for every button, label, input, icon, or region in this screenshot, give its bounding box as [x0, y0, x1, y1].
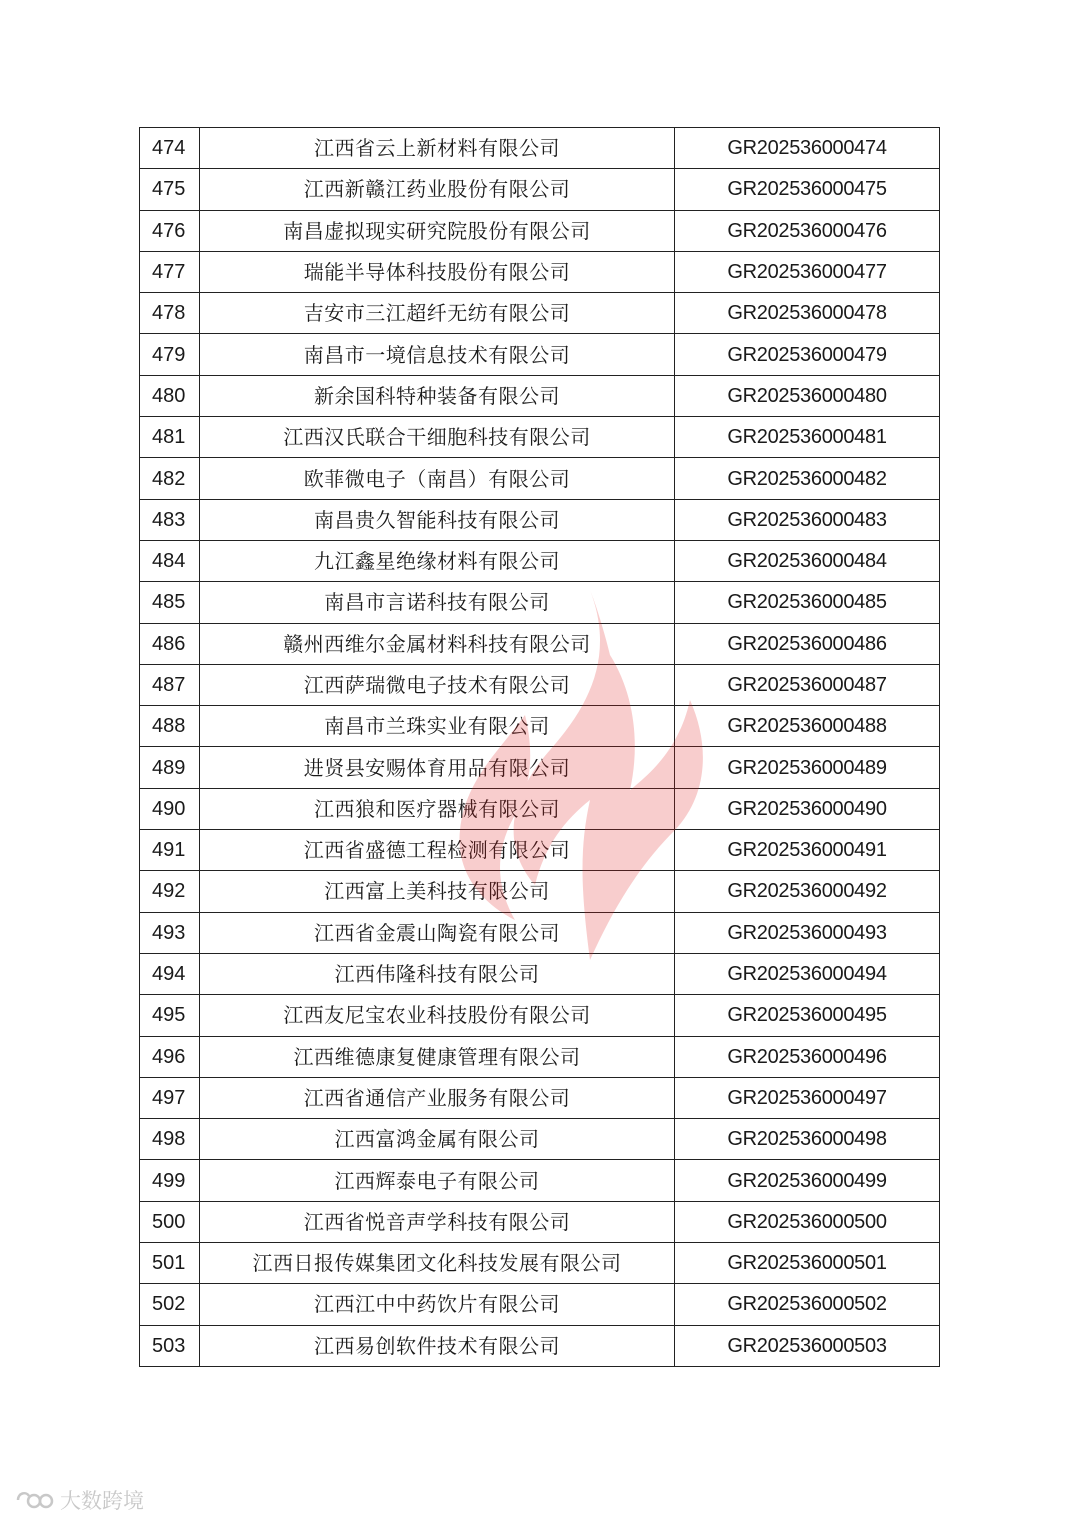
certificate-code-cell: GR202536000484 — [675, 540, 940, 581]
company-name-cell: 江西维德康复健康管理有限公司 — [200, 1036, 675, 1077]
table-row — [140, 251, 940, 292]
table-row — [140, 1284, 940, 1325]
certificate-code-cell: GR202536000500 — [675, 1201, 940, 1242]
company-name-cell: 江西狼和医疗器械有限公司 — [200, 788, 675, 829]
row-number-cell: 493 — [140, 912, 200, 953]
certificate-code-cell: GR202536000478 — [675, 293, 940, 334]
certificate-code-cell: GR202536000476 — [675, 210, 940, 251]
table-row — [140, 788, 940, 829]
company-name-cell: 赣州西维尔金属材料科技有限公司 — [200, 623, 675, 664]
row-number-cell: 476 — [140, 210, 200, 251]
certificate-code-cell: GR202536000482 — [675, 458, 940, 499]
certificate-code-cell: GR202536000494 — [675, 953, 940, 994]
certificate-code-cell: GR202536000474 — [675, 128, 940, 169]
certificate-code-cell: GR202536000501 — [675, 1243, 940, 1284]
row-number-cell: 486 — [140, 623, 200, 664]
row-number-cell: 494 — [140, 953, 200, 994]
certificate-code-cell: GR202536000503 — [675, 1325, 940, 1366]
certificate-code-cell: GR202536000496 — [675, 1036, 940, 1077]
company-name-cell: 南昌市言诺科技有限公司 — [200, 582, 675, 623]
table-row — [140, 169, 940, 210]
company-name-cell: 南昌市兰珠实业有限公司 — [200, 706, 675, 747]
row-number-cell: 474 — [140, 128, 200, 169]
table-row — [140, 1077, 940, 1118]
row-number-cell: 482 — [140, 458, 200, 499]
company-name-cell: 江西富上美科技有限公司 — [200, 871, 675, 912]
certificate-code-cell: GR202536000477 — [675, 251, 940, 292]
company-name-cell: 江西省通信产业服务有限公司 — [200, 1077, 675, 1118]
table-row — [140, 1201, 940, 1242]
certificate-code-cell: GR202536000479 — [675, 334, 940, 375]
company-name-cell: 江西日报传媒集团文化科技发展有限公司 — [200, 1243, 675, 1284]
table-row — [140, 210, 940, 251]
row-number-cell: 479 — [140, 334, 200, 375]
certificate-code-cell: GR202536000495 — [675, 995, 940, 1036]
row-number-cell: 495 — [140, 995, 200, 1036]
table-row — [140, 623, 940, 664]
company-name-cell: 欧菲微电子（南昌）有限公司 — [200, 458, 675, 499]
company-name-cell: 江西富鸿金属有限公司 — [200, 1119, 675, 1160]
row-number-cell: 498 — [140, 1119, 200, 1160]
table-row — [140, 499, 940, 540]
row-number-cell: 502 — [140, 1284, 200, 1325]
certificate-code-cell: GR202536000489 — [675, 747, 940, 788]
certificate-code-cell: GR202536000499 — [675, 1160, 940, 1201]
certificate-code-cell: GR202536000487 — [675, 664, 940, 705]
company-name-cell: 江西萨瑞微电子技术有限公司 — [200, 664, 675, 705]
table-row — [140, 1036, 940, 1077]
certificate-code-cell: GR202536000475 — [675, 169, 940, 210]
certificate-code-cell: GR202536000498 — [675, 1119, 940, 1160]
company-name-cell: 江西省金震山陶瓷有限公司 — [200, 912, 675, 953]
company-name-cell: 江西江中中药饮片有限公司 — [200, 1284, 675, 1325]
row-number-cell: 489 — [140, 747, 200, 788]
company-name-cell: 吉安市三江超纤无纺有限公司 — [200, 293, 675, 334]
footer-watermark — [14, 1485, 144, 1515]
table-row — [140, 582, 940, 623]
table-row — [140, 830, 940, 871]
table-row — [140, 912, 940, 953]
row-number-cell: 483 — [140, 499, 200, 540]
company-registry-table — [139, 127, 940, 1367]
row-number-cell: 485 — [140, 582, 200, 623]
row-number-cell: 478 — [140, 293, 200, 334]
company-name-cell: 江西友尼宝农业科技股份有限公司 — [200, 995, 675, 1036]
table-body — [140, 128, 940, 1367]
row-number-cell: 490 — [140, 788, 200, 829]
table-row — [140, 128, 940, 169]
row-number-cell: 484 — [140, 540, 200, 581]
footer-brand-text: 大数跨境 — [60, 1489, 144, 1513]
certificate-code-cell: GR202536000493 — [675, 912, 940, 953]
table-row — [140, 375, 940, 416]
certificate-code-cell: GR202536000481 — [675, 417, 940, 458]
certificate-code-cell: GR202536000488 — [675, 706, 940, 747]
company-name-cell: 进贤县安赐体育用品有限公司 — [200, 747, 675, 788]
company-name-cell: 江西省盛德工程检测有限公司 — [200, 830, 675, 871]
table-row — [140, 417, 940, 458]
company-name-cell: 江西省悦音声学科技有限公司 — [200, 1201, 675, 1242]
row-number-cell: 492 — [140, 871, 200, 912]
table-row — [140, 1243, 940, 1284]
row-number-cell: 480 — [140, 375, 200, 416]
certificate-code-cell: GR202536000492 — [675, 871, 940, 912]
company-name-cell: 南昌虚拟现实研究院股份有限公司 — [200, 210, 675, 251]
row-number-cell: 500 — [140, 1201, 200, 1242]
table-row — [140, 540, 940, 581]
company-name-cell: 江西辉泰电子有限公司 — [200, 1160, 675, 1201]
company-name-cell: 江西汉氏联合干细胞科技有限公司 — [200, 417, 675, 458]
company-name-cell: 江西易创软件技术有限公司 — [200, 1325, 675, 1366]
company-name-cell: 瑞能半导体科技股份有限公司 — [200, 251, 675, 292]
table-row — [140, 1119, 940, 1160]
row-number-cell: 491 — [140, 830, 200, 871]
certificate-code-cell: GR202536000491 — [675, 830, 940, 871]
company-name-cell: 江西新赣江药业股份有限公司 — [200, 169, 675, 210]
table-row — [140, 1160, 940, 1201]
table-row — [140, 871, 940, 912]
row-number-cell: 475 — [140, 169, 200, 210]
company-name-cell: 江西省云上新材料有限公司 — [200, 128, 675, 169]
certificate-code-cell: GR202536000502 — [675, 1284, 940, 1325]
row-number-cell: 487 — [140, 664, 200, 705]
table-row — [140, 706, 940, 747]
row-number-cell: 481 — [140, 417, 200, 458]
company-name-cell: 新余国科特种装备有限公司 — [200, 375, 675, 416]
row-number-cell: 497 — [140, 1077, 200, 1118]
row-number-cell: 503 — [140, 1325, 200, 1366]
certificate-code-cell: GR202536000485 — [675, 582, 940, 623]
table-row — [140, 995, 940, 1036]
row-number-cell: 477 — [140, 251, 200, 292]
table-row — [140, 293, 940, 334]
company-name-cell: 南昌市一境信息技术有限公司 — [200, 334, 675, 375]
table-row — [140, 458, 940, 499]
company-name-cell: 江西伟隆科技有限公司 — [200, 953, 675, 994]
row-number-cell: 499 — [140, 1160, 200, 1201]
row-number-cell: 488 — [140, 706, 200, 747]
certificate-code-cell: GR202536000490 — [675, 788, 940, 829]
certificate-code-cell: GR202536000480 — [675, 375, 940, 416]
certificate-code-cell: GR202536000497 — [675, 1077, 940, 1118]
table-row — [140, 1325, 940, 1366]
certificate-code-cell: GR202536000486 — [675, 623, 940, 664]
row-number-cell: 496 — [140, 1036, 200, 1077]
table-row — [140, 664, 940, 705]
brand-logo-icon — [14, 1488, 54, 1512]
certificate-code-cell: GR202536000483 — [675, 499, 940, 540]
company-name-cell: 南昌贵久智能科技有限公司 — [200, 499, 675, 540]
table-row — [140, 747, 940, 788]
company-name-cell: 九江鑫星绝缘材料有限公司 — [200, 540, 675, 581]
table-row — [140, 334, 940, 375]
table-row — [140, 953, 940, 994]
row-number-cell: 501 — [140, 1243, 200, 1284]
